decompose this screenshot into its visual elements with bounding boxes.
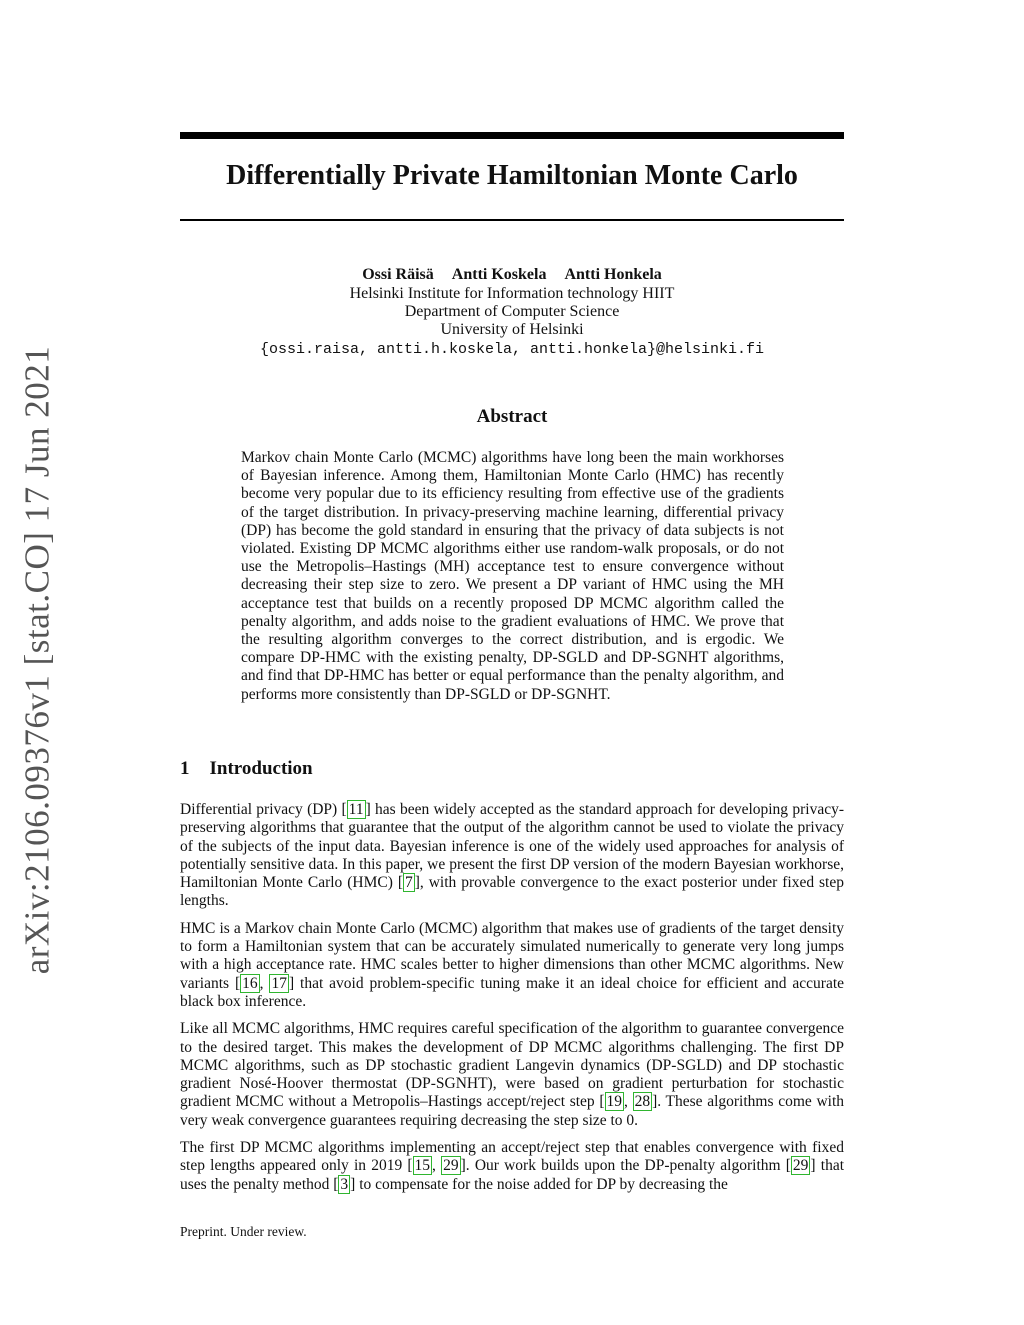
paragraph-text: ]. These algorithms come with very weak convergence guarantees requiring decreasing the step size to 0.	[180, 1093, 845, 1129]
author-names	[180, 266, 844, 284]
paragraph-text: HMC is a Markov chain Monte Carlo (MCMC) algorithm that makes use of gradients of the target density to form a Hamiltonian system that can be accurately simulated numerically to generate very long jumps with a high acceptance rate. HMC scales better to higher dimensions than other MCMC algorithms. New variants [	[180, 919, 844, 992]
paragraph-text: ] has been widely accepted as the standard approach for developing privacy-preserving algorithms that guarantee that the output of the algorithm cannot be used to violate the privacy of the subjects of the input data. Bayesian inference is one of the widely used approaches for analysis of potentially sensitive data. In this paper, we present the first DP version of the modern Bayesian workhorse, Hamiltonian Monte Carlo (HMC) [	[180, 801, 844, 892]
paper-title: Differentially Private Hamiltonian Monte Carlo	[226, 160, 798, 191]
author-emails: {ossi.raisa, antti.h.koskela, antti.honkela}@helsinki.fi	[259, 341, 765, 358]
citation-link[interactable]: 17	[271, 974, 287, 992]
citation-link[interactable]: 15	[414, 1157, 431, 1175]
citation-link[interactable]: 11	[348, 801, 364, 818]
paragraph	[180, 1139, 844, 1194]
citation-link[interactable]: 16	[242, 974, 258, 992]
citation-separator: ,	[624, 1093, 633, 1111]
affiliation-line: Department of Computer Science	[404, 303, 620, 320]
citation-separator: ,	[259, 974, 270, 992]
citation-separator: ,	[432, 1157, 442, 1175]
title-rule-top	[180, 132, 844, 139]
arxiv-stamp-text: arXiv:2106.09376v1 [stat.CO] 17 Jun 2021	[17, 345, 57, 975]
citation-link[interactable]: 19	[606, 1093, 623, 1111]
paragraph-text: ]. Our work builds upon the DP-penalty algorithm [	[460, 1157, 791, 1175]
author-block	[180, 266, 844, 359]
arxiv-stamp	[14, 345, 60, 975]
paragraph-text: ] that avoid problem-specific tuning make it an ideal choice for efficient and accurate black box inference.	[180, 974, 845, 1010]
author-name: Antti Koskela	[451, 266, 547, 283]
citation-link[interactable]: 3	[340, 1175, 349, 1193]
author-name: Ossi Räisä	[362, 266, 434, 283]
paragraph	[180, 801, 844, 911]
introduction-body	[180, 801, 844, 1203]
paragraph-text: The first DP MCMC algorithms implementing an accept/reject step that enables convergence with fixed step lengths appeared only in 2019 [	[180, 1139, 844, 1175]
abstract-heading: Abstract	[476, 406, 548, 427]
paragraph-text: Differential privacy (DP) [	[180, 801, 347, 818]
citation-link[interactable]: 29	[443, 1157, 459, 1175]
section-number: 1	[180, 758, 190, 779]
section-heading-introduction	[180, 758, 313, 780]
paragraph-text: Like all MCMC algorithms, HMC requires careful specification of the algorithm to guarantee convergence to the desired target. This makes the development of DP MCMC algorithms challenging. The first DP MCMC algorithms, such as DP stochastic gradient Langevin dynamics (DP-SGLD) and DP stochastic gradient Nosé-Hoover thermostat (DP-SGNHT), were based on gradient perturbation for stochastic gradient MCMC without a Metropolis–Hastings accept/reject step [	[180, 1020, 844, 1111]
author-name: Antti Honkela	[564, 266, 662, 283]
paragraph-text: ] that uses the penalty method [	[180, 1157, 845, 1193]
paragraph	[180, 1020, 844, 1130]
citation-link[interactable]: 7	[405, 874, 413, 892]
paragraph-text: ] to compensate for the noise added for DP by decreasing the	[350, 1175, 728, 1193]
affiliation-line: University of Helsinki	[440, 321, 584, 338]
footer-note: Preprint. Under review.	[180, 1224, 307, 1239]
abstract-text: Markov chain Monte Carlo (MCMC) algorithms have long been the main workhorses of Bayesian inference. Among them, Hamiltonian Monte Carlo (HMC) has recently become very popular due to its efficiency resulting from effective use of the gradients of the target distribution. In privacy-preserving machine learning, differential privacy (DP) has become the gold standard in ensuring that the privacy of data subjects is not violated. Existing DP MCMC algorithms either use random-walk proposals, or do not use the Metropolis–Hastings (MH) acceptance test to ensure convergence without decreasing their step size to zero. We present a DP variant of HMC using the MH acceptance test that builds on a recently proposed DP MCMC algorithm called the penalty algorithm, and adds noise to the gradient evaluations of HMC. We prove that the resulting algorithm converges to the correct distribution, and is ergodic. We compare DP-HMC with the existing penalty, DP-SGLD and DP-SGNHT algorithms, and find that DP-HMC has better or equal performance than the penalty algorithm, and performs more consistently than DP-SGLD or DP-SGNHT.	[241, 449, 784, 703]
paragraph	[180, 920, 844, 1011]
paragraph-text: ], with provable convergence to the exact posterior under fixed step lengths.	[180, 874, 844, 910]
affiliation-line: Helsinki Institute for Information technology HIIT	[349, 285, 675, 302]
citation-link[interactable]: 29	[792, 1157, 809, 1175]
section-title: Introduction	[209, 758, 313, 779]
title-rule-bottom	[180, 219, 844, 221]
citation-link[interactable]: 28	[634, 1093, 651, 1111]
